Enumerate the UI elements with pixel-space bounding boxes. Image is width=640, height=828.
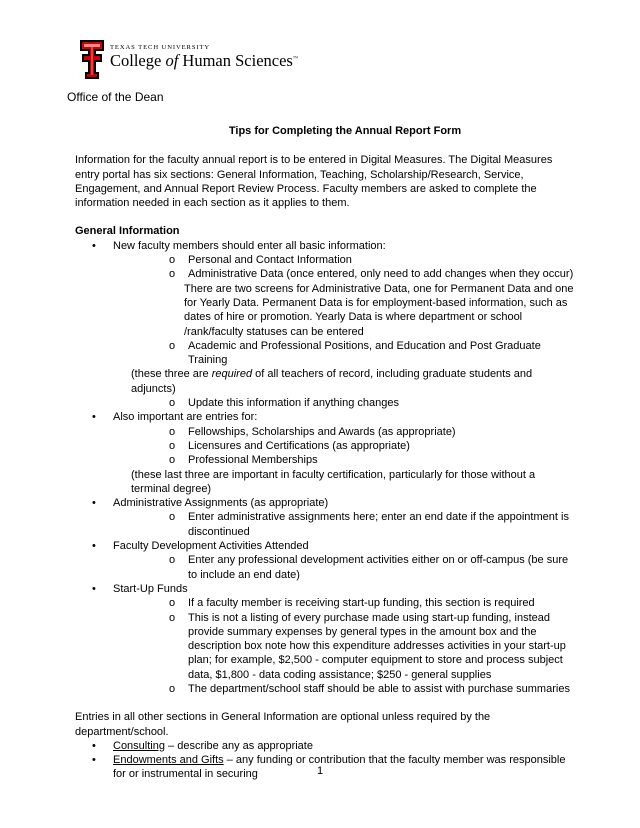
hollow-circle: o [169,454,176,467]
hollow-circle: o [169,439,176,452]
list-item: • Administrative Assignments (as appropriate) o Enter administrative assignments here; enter an end date if the appointment is discontinued [75,496,575,539]
required-note: (these three are required of all teachers of record, including graduate students and adjuncts) [131,368,533,395]
list-item: o The department/school staff should be able to assist with purchase summaries [169,682,570,695]
bullet-dot: • [92,411,96,424]
hollow-circle: o [169,268,176,281]
general-info-list [75,239,575,697]
consulting-label: Consulting [113,739,165,752]
list-item: o Update this information if anything changes [169,397,399,410]
bullet-dot: • [92,739,96,752]
optional-entries-paragraph: Entries in all other sections in General Information are optional unless required by the department/school. [75,711,491,738]
college-logo [80,40,298,82]
bullet-dot: • [92,239,96,252]
hollow-circle: o [169,597,176,610]
page-title: Tips for Completing the Annual Report Form [228,125,462,137]
hollow-circle: o [169,425,176,438]
list-item: • Also important are entries for: o Fellowships, Scholarships and Awards (as appropriate) o Licensures and Certifications (as appropriate) o Professional Memberships (these last three are important in faculty certification, particularly for those without a terminal degree) [75,410,575,496]
certification-note: (these last three are important in faculty certification, particularly for those without a terminal degree) [131,468,536,495]
hollow-circle: o [169,682,176,695]
bullet-dot: • [92,582,96,595]
endowments-label: Endowments and Gifts [113,754,224,767]
bullet-dot: • [92,540,96,553]
university-name: TEXAS TECH UNIVERSITY [110,44,211,51]
list-item: • Consulting – describe any as appropriate [92,739,313,752]
list-item: o Fellowships, Scholarships and Awards (as appropriate) [169,425,456,438]
hollow-circle: o [169,339,176,352]
list-item: o Enter any professional development activities either on or off-campus (be sure to include an end date) [169,554,569,581]
college-name: College of Human Sciences™ [110,51,298,70]
general-information-heading: General Information [75,225,180,238]
list-item: o If a faculty member is receiving start-up funding, this section is required [169,597,535,610]
intro-paragraph: Information for the faculty annual report is to be entered in Digital Measures. The Digital Measures entry portal has six sections: General Information, Teaching, Scholarship/Research, Service, Engagement, and Annual Report Review Process. Faculty members are asked to complete the information needed in each section as it applies to them. [75,154,553,210]
list-item: • Start-Up Funds o If a faculty member is receiving start-up funding, this section is required o This is not a listing of every purchase made using start-up funding, instead provide summary expenses by general types in the amount box and the description box note how this expenditure addresses activities in your start-up plan; for example, $2,500 - computer equipment to store and process subject data, $1,800 - data coding assistance; $250 - general supplies o The department/school staff should be able to assist with purchase summaries [75,582,575,696]
hollow-circle: o [169,511,176,524]
list-item: • Faculty Development Activities Attended o Enter any professional development activities either on or off-campus (be sure to include an end date) [75,539,575,582]
bullet-dot: • [92,497,96,510]
list-item: • Endowments and Gifts – any funding or contribution that the faculty member was responsible for or instrumental in securing [92,754,566,781]
list-item: o Personal and Contact Information [169,254,352,267]
hollow-circle: o [169,554,176,567]
document-body [75,124,575,782]
list-item: o Licensures and Certifications (as appropriate) [169,439,410,452]
bullet-dot: • [92,754,96,767]
double-t-logo-icon [80,40,104,80]
page-number: 1 [316,765,324,777]
list-item: o Academic and Professional Positions, and Education and Post Graduate Training [169,339,541,367]
list-item: o This is not a listing of every purchase made using start-up funding, instead provide summary expenses by general types in the amount box and the description box note how this expenditure addresses activities in your start-up plan; for example, $2,500 - computer equipment to store and process subject data, $1,800 - data coding assistance; $250 - general supplies [169,611,566,681]
list-item: o Professional Memberships [169,454,318,467]
list-item: o Administrative Data (once entered, only need to add changes when they occur) There are two screens for Administrative Data, one for Permanent Data and one for Yearly Data. Permanent Data is for employment-based information, such as dates of hire or promotion. Yearly Data is where department or school /rank/faculty statuses can be entered [169,268,574,338]
hollow-circle: o [169,397,176,410]
list-item: o Enter administrative assignments here; enter an end date if the appointment is discontinued [169,511,569,538]
list-item: • New faculty members should enter all basic information: o Personal and Contact Information o Administrative Data (once entered, only need to add changes when they occur) There are two screens for Administrative Data, one for Permanent Data and one for Yearly Data. Permanent Data is for employment-based information, such as dates of hire or promotion. Yearly Data is where department or school /rank/faculty statuses can be entered o Academic and Professional Positions, and Education and Post Graduate Training (these three are required of all teachers of record, including graduate students and adjuncts) o Update this information if anything changes [92,239,574,410]
hollow-circle: o [169,254,176,267]
hollow-circle: o [169,611,176,624]
office-of-dean: Office of the Dean [67,90,164,104]
